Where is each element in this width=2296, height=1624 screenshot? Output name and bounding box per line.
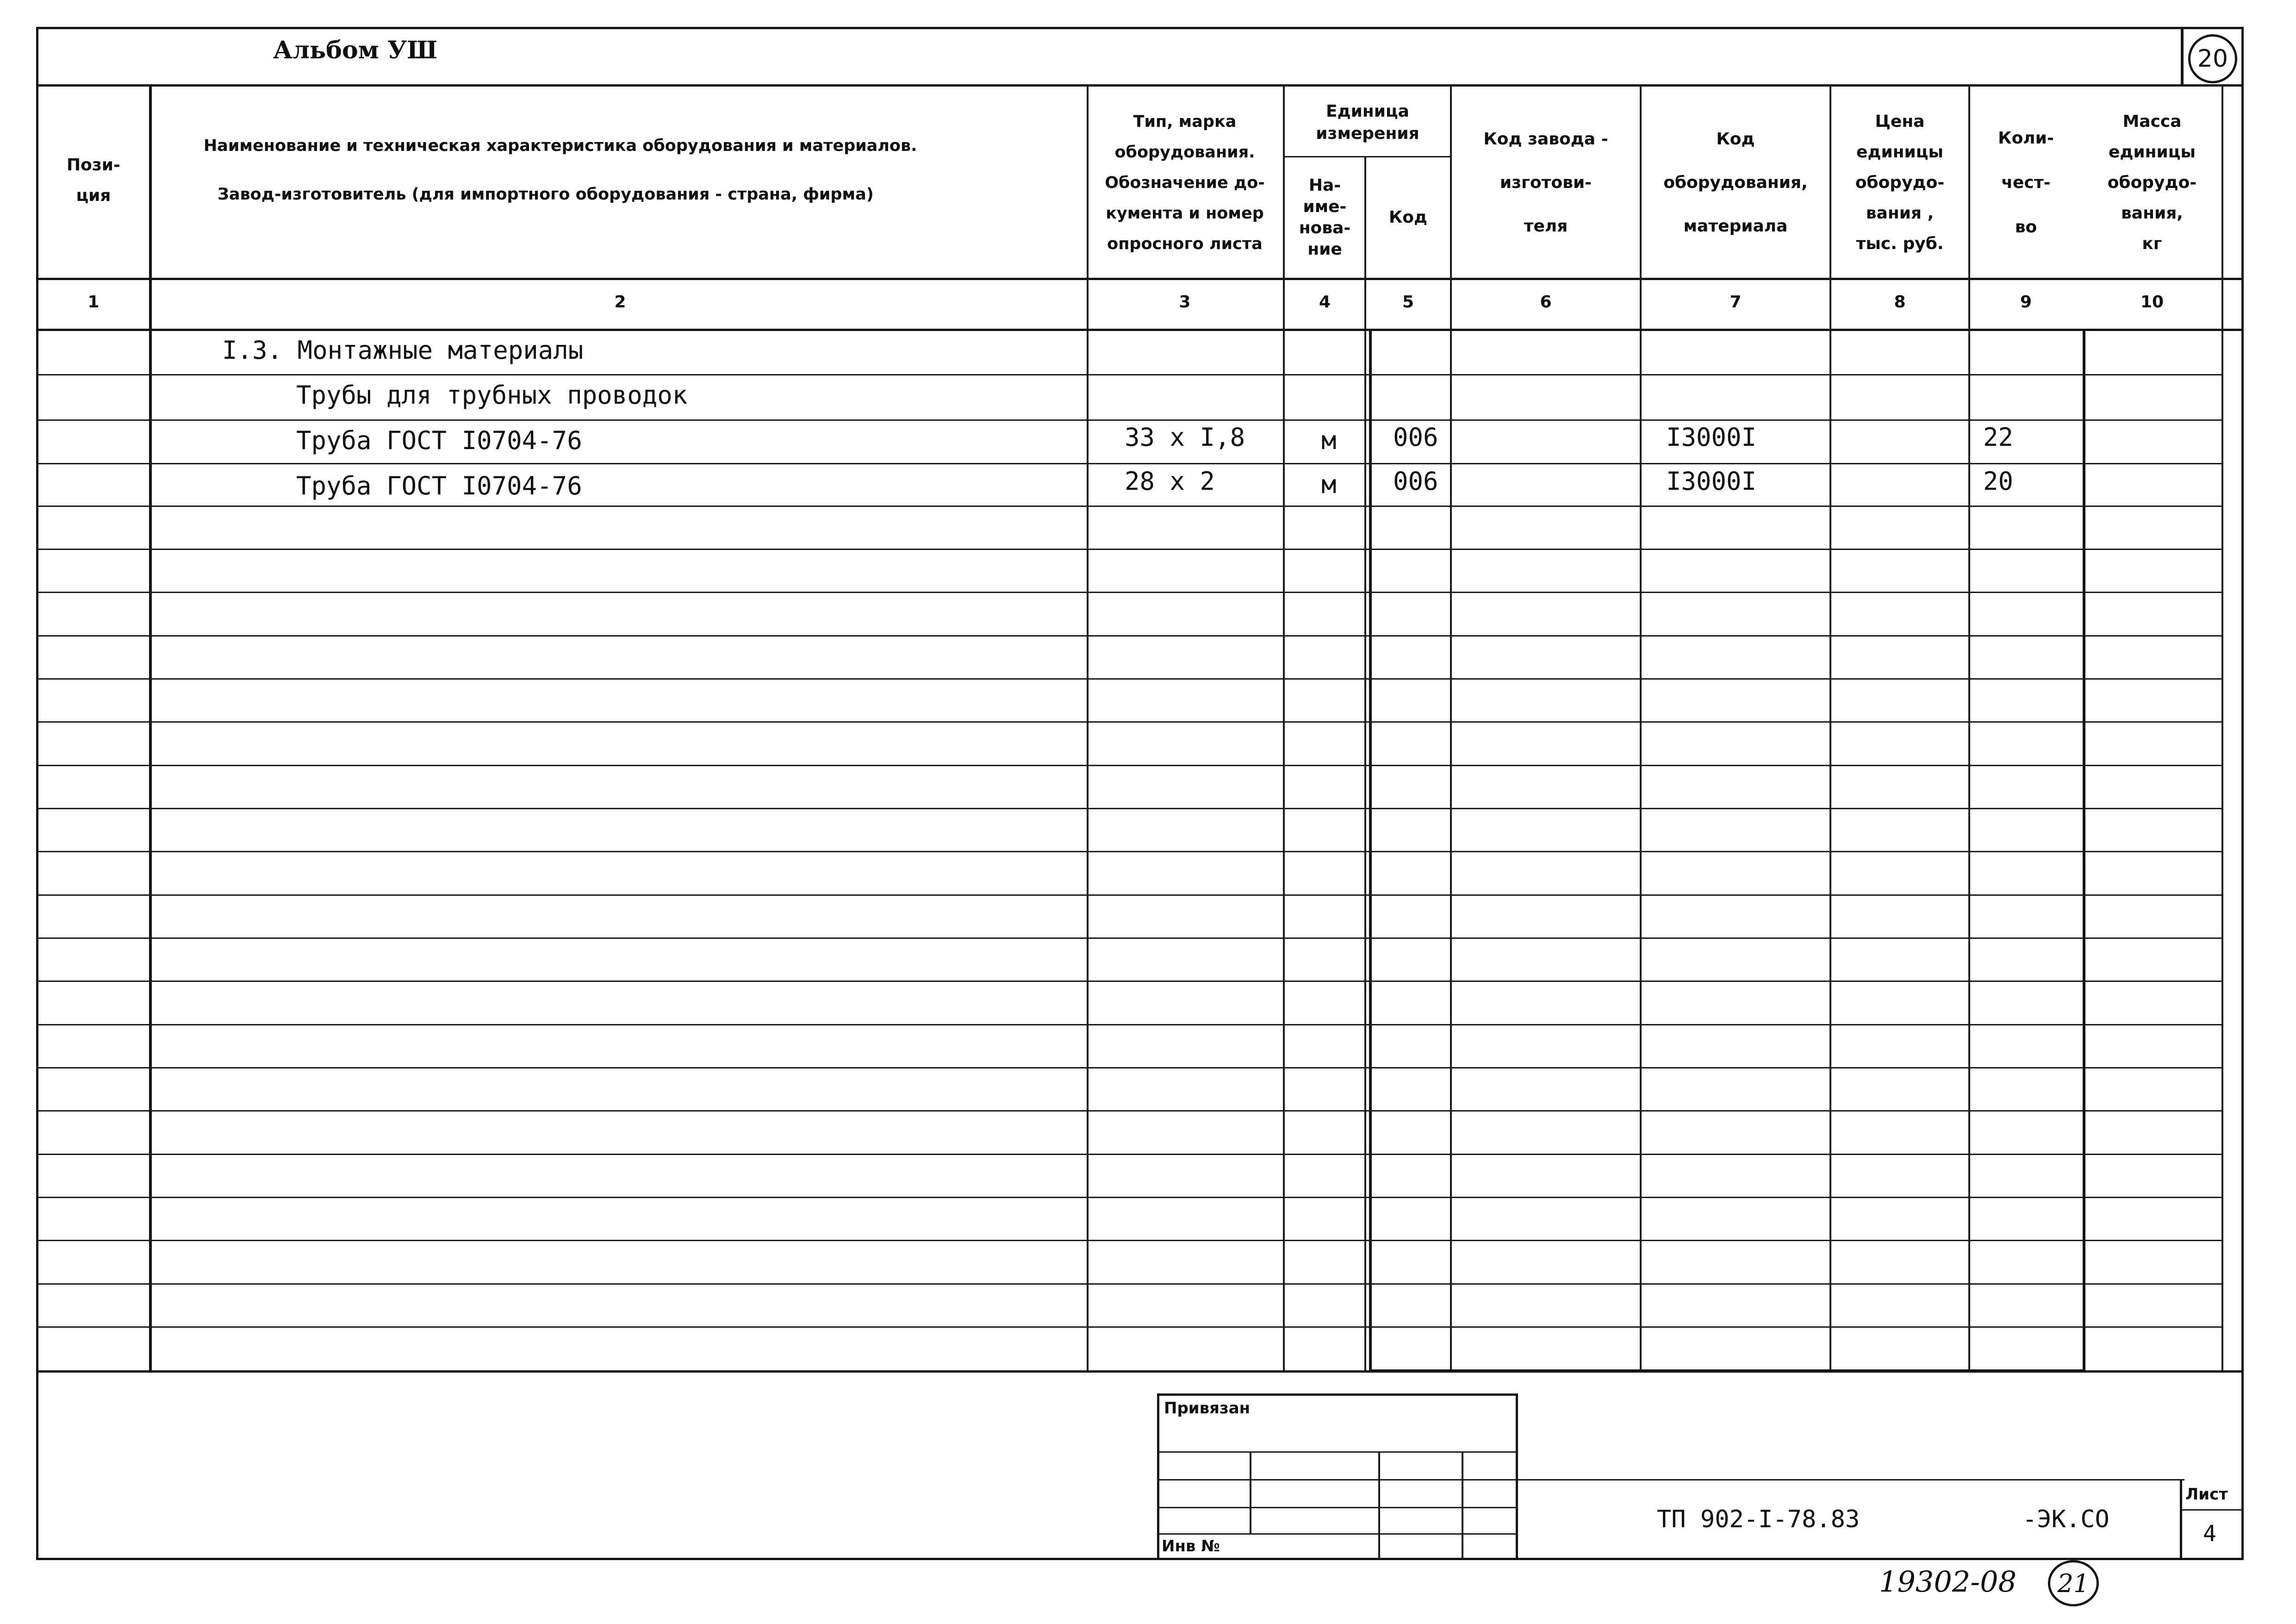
header-mass: Масса единицы оборудо- вания, кг xyxy=(2107,112,2197,253)
stamp-line-1 xyxy=(1157,1451,1518,1453)
header-position: Пози- ция xyxy=(67,156,120,205)
col-line-j xyxy=(2083,329,2085,1371)
header-unit-name: На- име- нова- ние xyxy=(1299,176,1351,259)
row-line xyxy=(38,678,2222,680)
col-number-7: 7 xyxy=(1730,293,1742,312)
table-bottom-line xyxy=(36,1370,2244,1373)
col-number-8: 8 xyxy=(1894,293,1906,312)
header-quantity: Коли- чест- во xyxy=(1998,129,2054,237)
row-line xyxy=(38,374,2222,375)
header-bottom-line xyxy=(36,278,2244,280)
col-number-4: 4 xyxy=(1319,293,1331,312)
row-line xyxy=(38,721,2222,723)
page-mark-circle xyxy=(2188,34,2237,83)
sheet-label: Лист xyxy=(2185,1485,2228,1504)
row-line xyxy=(38,937,2222,939)
col-number-9: 9 xyxy=(2020,293,2032,312)
row-3-type: 33 х I,8 xyxy=(1125,423,1245,452)
album-label: Альбом УШ xyxy=(273,36,438,64)
stamp-suffix: -ЭК.СО xyxy=(2022,1505,2109,1533)
row-3-material-code: I3000I xyxy=(1666,423,1757,452)
row-line xyxy=(38,981,2222,982)
row-line xyxy=(38,1067,2222,1068)
designation-top-line xyxy=(1518,1479,2184,1480)
sheet-divider xyxy=(2180,1509,2244,1511)
row-4-unit-code: 006 xyxy=(1393,467,1438,496)
row-4-quantity: 20 xyxy=(1983,467,2014,496)
row-3-unit-code: 006 xyxy=(1393,423,1438,452)
col-number-1: 1 xyxy=(87,293,100,312)
row-2-name: Трубы для трубных проводок xyxy=(296,381,688,410)
stamp-line-4 xyxy=(1157,1533,1518,1535)
col-number-6: 6 xyxy=(1540,293,1552,312)
row-line xyxy=(38,1240,2222,1241)
header-factory-code: Код завода - изготови- теля xyxy=(1483,130,1608,236)
header-unit-code: Код xyxy=(1388,208,1428,227)
col-number-5: 5 xyxy=(1402,293,1414,312)
row-line xyxy=(38,894,2222,896)
col-number-3: 3 xyxy=(1179,293,1191,312)
stamp-vline-3 xyxy=(1462,1451,1463,1560)
row-line xyxy=(38,635,2222,637)
page-mark-number: 20 xyxy=(2197,45,2228,73)
row-1-name: I.3. Монтажные материалы xyxy=(222,336,584,365)
row-3-name: Труба ГОСТ I0704-76 xyxy=(296,426,582,455)
stamp-inv-label: Инв № xyxy=(1162,1537,1220,1555)
col-line-a xyxy=(149,84,152,1371)
bottom-mark-circle xyxy=(2048,1560,2099,1606)
column-numbers-bottom-line xyxy=(36,329,2244,331)
col-line-b xyxy=(1087,84,1089,1371)
row-line xyxy=(38,419,2222,421)
row-4-name: Труба ГОСТ I0704-76 xyxy=(296,471,582,500)
unit-group-line xyxy=(1284,156,1451,157)
row-line xyxy=(38,1326,2222,1328)
row-line xyxy=(38,549,2222,550)
bottom-code: 19302-08 xyxy=(1879,1565,2017,1599)
row-line xyxy=(38,592,2222,593)
col-line-k xyxy=(2221,84,2223,1371)
sheet-number: 4 xyxy=(2203,1521,2216,1547)
col-line-d xyxy=(1364,156,1366,1371)
row-3-unit: м xyxy=(1321,426,1337,455)
row-4-type: 28 х 2 xyxy=(1125,467,1215,496)
stamp-vline-2 xyxy=(1378,1451,1380,1560)
row-4-unit: м xyxy=(1321,470,1337,499)
row-line xyxy=(38,506,2222,507)
row-line xyxy=(38,851,2222,852)
row-3-quantity: 22 xyxy=(1983,423,2014,452)
row-line xyxy=(38,1283,2222,1285)
stamp-line-2 xyxy=(1157,1479,1518,1480)
row-line xyxy=(38,463,2222,464)
header-name-line2: Завод-изготовитель (для импортного оборудования - страна, фирма) xyxy=(218,185,874,204)
row-line xyxy=(38,1110,2222,1112)
stamp-bound-label: Привязан xyxy=(1164,1399,1251,1418)
col-line-e xyxy=(1369,329,1372,1371)
col-number-10: 10 xyxy=(2140,293,2164,312)
col-line-f xyxy=(1450,84,1452,1371)
stamp-line-3 xyxy=(1157,1507,1518,1508)
row-line xyxy=(38,1197,2222,1198)
header-type: Тип, марка оборудования. Обозначение до- кумента и номер опросного листа xyxy=(1105,112,1265,253)
col-line-c xyxy=(1283,84,1285,1371)
row-line xyxy=(38,765,2222,766)
row-line xyxy=(38,808,2222,809)
header-price: Цена единицы оборудо- вания , тыс. руб. xyxy=(1855,112,1945,253)
header-material-code: Код оборудования, материала xyxy=(1663,130,1808,236)
header-name-line1: Наименование и техническая характеристика оборудования и материалов. xyxy=(204,137,917,155)
row-line xyxy=(38,1154,2222,1155)
stamp-designation: ТП 902-I-78.83 xyxy=(1657,1505,1860,1533)
col-line-g xyxy=(1640,84,1642,1371)
col-number-2: 2 xyxy=(614,293,626,312)
header-unit-group: Единица измерения xyxy=(1316,102,1419,143)
col-line-i xyxy=(1968,84,1970,1371)
stamp-vline-1 xyxy=(1250,1451,1251,1535)
top-band-line xyxy=(36,84,2244,87)
page-mark-divider xyxy=(2181,27,2184,86)
col-line-h xyxy=(1829,84,1831,1371)
row-line xyxy=(38,1024,2222,1025)
row-4-material-code: I3000I xyxy=(1666,467,1757,496)
bottom-mark-number: 21 xyxy=(2057,1568,2090,1598)
